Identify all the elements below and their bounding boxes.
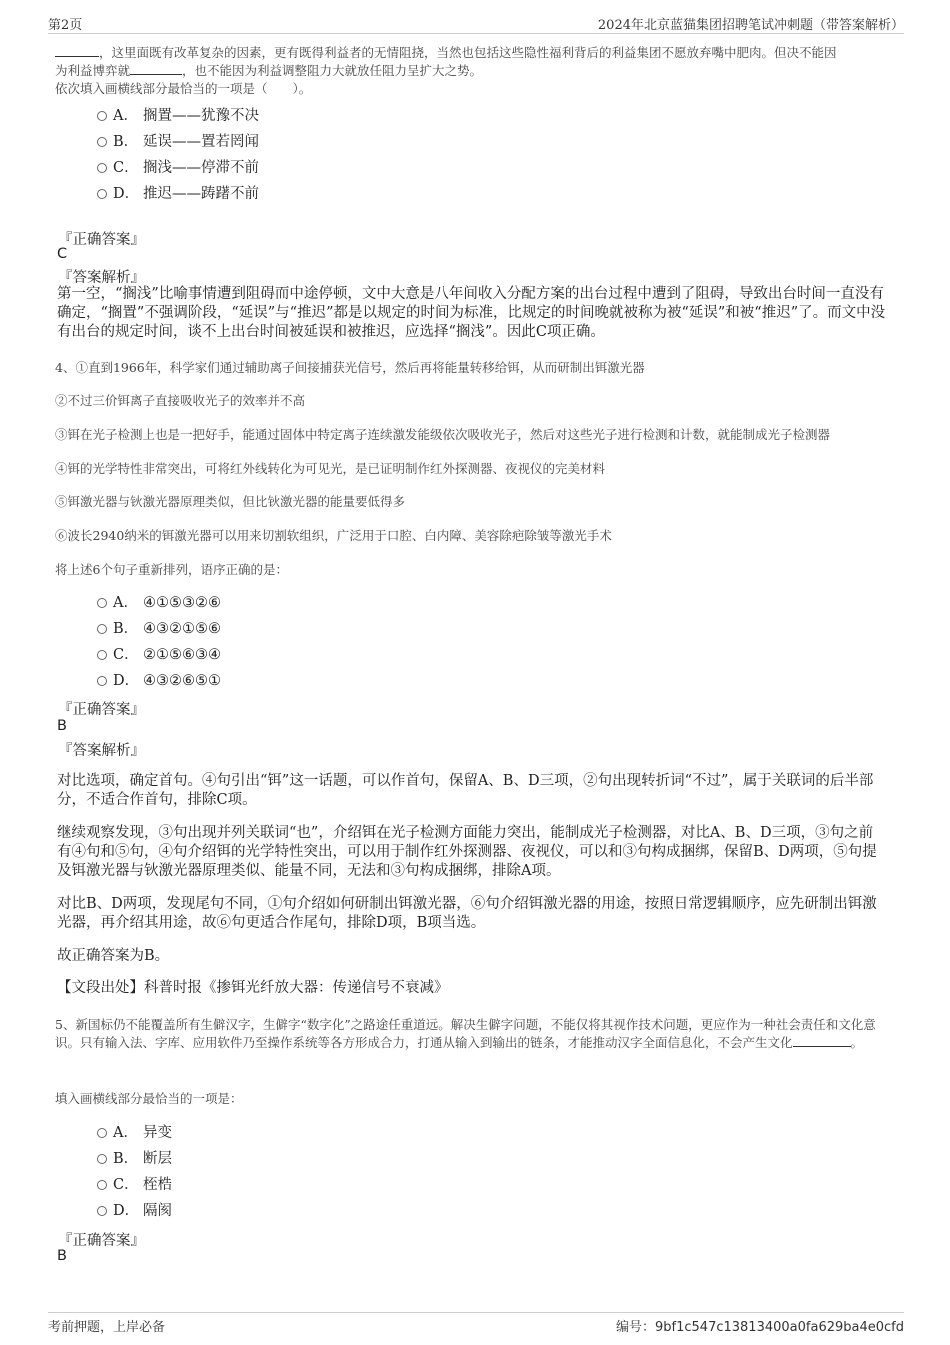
radio-icon[interactable] — [97, 598, 107, 608]
q5-option-b[interactable]: B． 断层 — [97, 1149, 172, 1169]
q5-answer: B — [57, 1248, 67, 1264]
q3-passage-line1: ，这里面既有改革复杂的因素，更有既得利益者的无情阻挠，当然也包括这些隐性福利背后的利益集团不愿放弃嘴中肥肉。但决不能因 — [55, 44, 900, 62]
q4-prompt: 将上述6个句子重新排列，语序正确的是： — [55, 562, 288, 577]
q4-sentence-5: ⑤铒激光器与钬激光器原理类似，但比钬激光器的能量要低得多 — [55, 494, 406, 509]
q3-prompt: 依次填入画横线部分最恰当的一项是（ ）。 — [55, 81, 312, 96]
q3-option-d[interactable]: D． 推迟——踌躇不前 — [97, 184, 259, 204]
q4-analysis-para-4: 故正确答案为B。 — [57, 948, 170, 964]
radio-icon[interactable] — [97, 1180, 107, 1190]
q4-sentence-2: ②不过三价铒离子直接吸收光子的效率并不高 — [55, 393, 306, 408]
page-number: 第2页 — [48, 18, 83, 33]
radio-icon[interactable] — [97, 1206, 107, 1216]
radio-icon[interactable] — [97, 163, 107, 173]
page-footer — [48, 1312, 904, 1336]
radio-icon[interactable] — [97, 189, 107, 199]
radio-icon[interactable] — [97, 624, 107, 634]
blank-1 — [55, 44, 99, 57]
q4-option-c[interactable]: C． ②①⑤⑥③④ — [97, 645, 221, 665]
q4-option-a[interactable]: A． ④①⑤③②⑥ — [97, 593, 221, 613]
q5-option-d[interactable]: D． 隔阂 — [97, 1201, 172, 1221]
q3-answer: C — [57, 246, 68, 262]
q5-passage: 5、新国标仍不能覆盖所有生僻汉字，生僻字“数字化”之路途任重道远。解决生僻字问题，不能仅将其视作技术问题，更应作为一种社会责任和文化意识。只有输入法、字库、应用软件乃至操作系统等各方形成合力，打通从输入到输出的链条，才能推动汉字全面信息化，不会产生文化 。 — [55, 1017, 876, 1050]
document-code: 编号：9bf1c547c13813400a0fa629ba4e0cfd — [616, 1320, 904, 1335]
q4-sentence-3: ③铒在光子检测上也是一把好手，能通过固体中特定离子连续激发能级依次吸收光子，然后对这些光子进行检测和计数，就能制成光子检测器 — [55, 427, 831, 442]
blank-2 — [130, 62, 182, 75]
document-title: 2024年北京蓝猫集团招聘笔试冲刺题（带答案解析） — [597, 18, 904, 33]
q3-passage — [55, 44, 900, 98]
q5-option-c[interactable]: C． 桎梏 — [97, 1175, 172, 1195]
q4-option-d[interactable]: D． ④③②⑥⑤① — [97, 671, 221, 691]
radio-icon[interactable] — [97, 137, 107, 147]
q5-prompt: 填入画横线部分最恰当的一项是： — [55, 1091, 243, 1106]
q5-option-a[interactable]: A． 异变 — [97, 1123, 172, 1143]
q3-option-b[interactable]: B． 延误——置若罔闻 — [97, 132, 259, 152]
q3-passage-line2: 为利益博弈就 ，也不能因为利益调整阻力大就放任阻力呈扩大之势。 — [55, 63, 483, 78]
q4-answer-label: 『正确答案』 — [58, 702, 145, 718]
q4-sentence-4: ④铒的光学特性非常突出，可将红外线转化为可见光，是已证明制作红外探测器、夜视仪的完美材料 — [55, 461, 606, 476]
q3-option-a[interactable]: A． 搁置——犹豫不决 — [97, 106, 259, 126]
q3-option-c[interactable]: C． 搁浅——停滞不前 — [97, 158, 259, 178]
blank-3 — [793, 1034, 851, 1047]
q4-analysis-label: 『答案解析』 — [58, 743, 145, 759]
q5-answer-label: 『正确答案』 — [58, 1233, 145, 1249]
q3-analysis: 第一空，“搁浅”比喻事情遭到阻碍而中途停顿，文中大意是八年间收入分配方案的出台过程中遭到了阻碍，导致出台时间一直没有确定，“搁置”不强调阶段，“延误”与“推迟”都是以规定的时间为标准，比规定的时间晚就被称为被“延误”和被“推迟”了。而文中没有出台的规定时间，谈不上出台时间被延误和被推迟，应选择“搁浅”。因此C项正确。 — [57, 286, 886, 340]
q4-analysis-para-2: 继续观察发现，③句出现并列关联词“也”，介绍铒在光子检测方面能力突出，能制成光子检测器，对比A、B、D三项，③句之前有④句和⑤句，④句介绍铒的光学特性突出，可以用于制作红外探测器、夜视仪，可以和③句构成捆绑，保留B、D两项，⑤句提及铒激光器与钬激光器原理类似、能量不同，无法和③句构成捆绑，排除A项。 — [57, 825, 877, 879]
q4-source: 【文段出处】科普时报《掺铒光纤放大器：传递信号不衰减》 — [57, 980, 449, 996]
q3-answer-label: 『正确答案』 — [58, 232, 145, 248]
page-header — [48, 14, 904, 34]
q3-analysis-label: 『答案解析』 — [58, 270, 145, 286]
q4-sentence-1: 4、①直到1966年，科学家们通过辅助离子间接捕获光信号，然后再将能量转移给铒，从而研制出铒激光器 — [55, 360, 645, 375]
radio-icon[interactable] — [97, 111, 107, 121]
q4-option-b[interactable]: B． ④③②①⑤⑥ — [97, 619, 221, 639]
q4-analysis-para-3: 对比B、D两项，发现尾句不同，①句介绍如何研制出铒激光器，⑥句介绍铒激光器的用途，按照日常逻辑顺序，应先研制出铒激光器，再介绍其用途，故⑥句更适合作尾句，排除D项，B项当选。 — [57, 896, 877, 931]
radio-icon[interactable] — [97, 1154, 107, 1164]
radio-icon[interactable] — [97, 650, 107, 660]
q4-answer: B — [57, 718, 67, 734]
q4-sentence-6: ⑥波长2940纳米的铒激光器可以用来切割软组织，广泛用于口腔、白内障、美容除疤除皱等激光手术 — [55, 528, 612, 543]
radio-icon[interactable] — [97, 1128, 107, 1138]
radio-icon[interactable] — [97, 676, 107, 686]
q4-analysis-para-1: 对比选项，确定首句。④句引出“铒”这一话题，可以作首句，保留A、B、D三项，②句出现转折词“不过”，属于关联词的后半部分，不适合作首句，排除C项。 — [57, 773, 874, 808]
footer-slogan: 考前押题，上岸必备 — [48, 1320, 166, 1335]
